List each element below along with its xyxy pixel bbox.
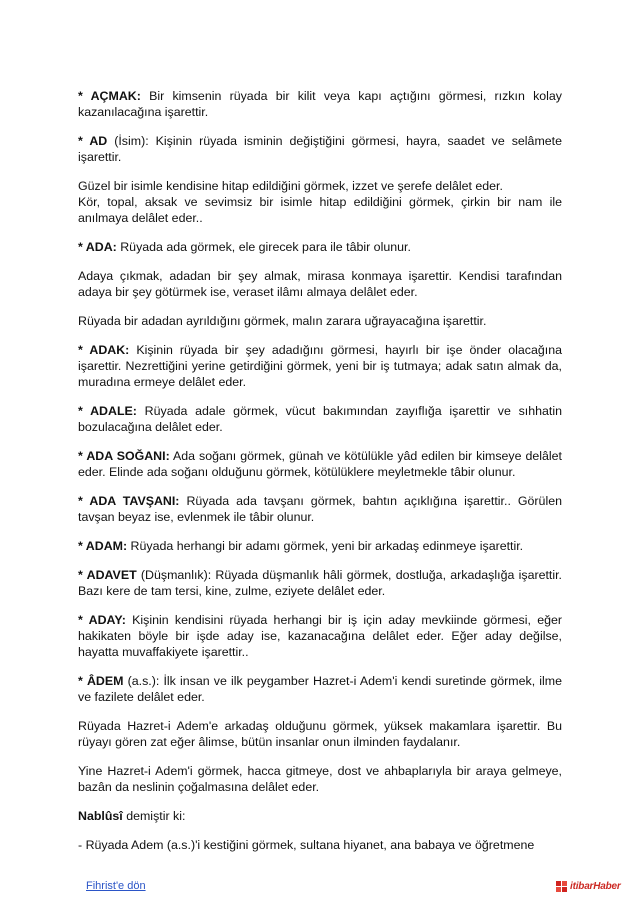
entry-text: Rüyada Hazret-i Adem'e arkadaş olduğunu görmek, yüksek makamlara işarettir. Bu rüyayı gören zat eğer âlimse, bütün insanlar onun ilminden faydalanır. bbox=[78, 719, 562, 749]
entry-paragraph bbox=[78, 133, 562, 165]
entry-text: Rüyada herhangi bir adamı görmek, yeni bir arkadaş edinmeye işarettir. bbox=[127, 539, 524, 553]
entry-paragraph bbox=[78, 178, 562, 194]
brand-name: itibarHaber bbox=[570, 880, 621, 892]
document-body bbox=[78, 88, 562, 866]
entry-heading: Nablûsî bbox=[78, 809, 123, 823]
entry-paragraph bbox=[78, 718, 562, 750]
entry-text: Rüyada ada tavşanı görmek, bahtın açıklığına işarettir.. Görülen tavşan beyaz ise, evlenmek ile tâbir olunur. bbox=[78, 494, 562, 524]
entry-paragraph bbox=[78, 403, 562, 435]
entry-heading: * ADA TAVŞANI: bbox=[78, 494, 180, 508]
entry-paragraph bbox=[78, 268, 562, 300]
entry-heading: * AÇMAK: bbox=[78, 89, 141, 103]
entry-text: demiştir ki: bbox=[122, 809, 186, 823]
entry-text: Rüyada ada görmek, ele girecek para ile tâbir olunur. bbox=[116, 240, 411, 254]
entry-text: Bir kimsenin rüyada bir kilit veya kapı açtığını görmesi, rızkın kolay kazanılacağına işarettir. bbox=[78, 89, 562, 119]
entry-heading: * ADA: bbox=[78, 240, 117, 254]
entry-paragraph bbox=[78, 538, 562, 554]
entry-heading: * ADALE: bbox=[78, 404, 137, 418]
entry-text: Rüyada bir adadan ayrıldığını görmek, malın zarara uğrayacağına işarettir. bbox=[78, 314, 487, 328]
entry-paragraph bbox=[78, 342, 562, 390]
brand-logo-icon bbox=[556, 881, 567, 892]
entry-text: Rüyada adale görmek, vücut bakımından zayıflığa işarettir ve sıhhatin bozulacağına delâlet eder. bbox=[78, 404, 563, 434]
entry-text: Güzel bir isimle kendisine hitap edildiğini görmek, izzet ve şerefe delâlet eder. bbox=[78, 179, 503, 193]
entry-paragraph bbox=[78, 493, 562, 525]
entry-heading: * ADAM: bbox=[78, 539, 128, 553]
entry-paragraph bbox=[78, 837, 562, 853]
entry-text: Kişinin kendisini rüyada herhangi bir iş için aday mevkiinde görmesi, eğer hakikaten böyle bir işde aday ise, kazanacağına delâlet eder. Eğer aday değilse, hayatta muvaffakiyete işarettir.. bbox=[78, 613, 563, 659]
entry-paragraph bbox=[78, 808, 562, 824]
entry-paragraph bbox=[78, 448, 562, 480]
entry-text: Yine Hazret-i Adem'i görmek, hacca gitmeye, dost ve ahbaplarıyla bir araya gelmeye, bazân da neslinin çoğalmasına delâlet eder. bbox=[78, 764, 562, 794]
entry-paragraph bbox=[78, 313, 562, 329]
entry-text: (Düşmanlık): Rüyada düşmanlık hâli görmek, dostluğa, arkadaşlığa işarettir. Bazı kere de tam tersi, kine, zulme, eziyete delâlet eder. bbox=[78, 568, 562, 598]
entry-text: Ada soğanı görmek, günah ve kötülükle yâd edilen bir kimseye delâlet eder. Elinde ada soğanı olduğunu görmek, kötülüklere meyletmekle tâbir olunur. bbox=[78, 449, 562, 479]
entry-paragraph bbox=[78, 239, 562, 255]
entry-heading: * AD bbox=[78, 134, 108, 148]
entry-heading: * ÂDEM bbox=[78, 674, 124, 688]
entry-heading: * ADAK: bbox=[78, 343, 130, 357]
entry-text: - Rüyada Adem (a.s.)'i kestiğini görmek, sultana hiyanet, ana babaya ve öğretmene bbox=[78, 838, 535, 852]
entry-paragraph bbox=[78, 194, 562, 226]
entry-paragraph bbox=[78, 88, 562, 120]
entry-heading: * ADAVET bbox=[78, 568, 137, 582]
entry-heading: * ADA SOĞANI: bbox=[78, 449, 170, 463]
entry-paragraph bbox=[78, 673, 562, 705]
entry-text: (İsim): Kişinin rüyada isminin değiştiğini görmesi, hayra, saadet ve selâmete işarettir. bbox=[78, 134, 562, 164]
entry-text: Kör, topal, aksak ve sevimsiz bir isimle hitap edildiğini görmek, çirkin bir nam ile anılmaya delâlet eder.. bbox=[78, 195, 562, 225]
entry-text: Kişinin rüyada bir şey adadığını görmesi, hayırlı bir işe önder olacağına işarettir. Nezrettiğini yerine getirdiğini görmek, yeni bir iş tutmaya; adak satın almak da, muradına ermeye delâlet eder. bbox=[78, 343, 562, 389]
entry-heading: * ADAY: bbox=[78, 613, 126, 627]
entry-paragraph bbox=[78, 567, 562, 599]
entry-paragraph bbox=[78, 612, 562, 660]
entry-paragraph bbox=[78, 763, 562, 795]
brand-logo bbox=[556, 879, 621, 893]
back-to-index-link[interactable]: Fihrist'e dön bbox=[86, 880, 146, 892]
entry-text: Adaya çıkmak, adadan bir şey almak, mirasa konmaya işarettir. Kendisi tarafından adaya bir şey götürmek ise, veraset ilâmı almaya delâlet eder. bbox=[78, 269, 562, 299]
entry-text: (a.s.): İlk insan ve ilk peygamber Hazret-i Adem'i kendi suretinde görmek, ilme ve fazilete delâlet eder. bbox=[78, 674, 563, 704]
